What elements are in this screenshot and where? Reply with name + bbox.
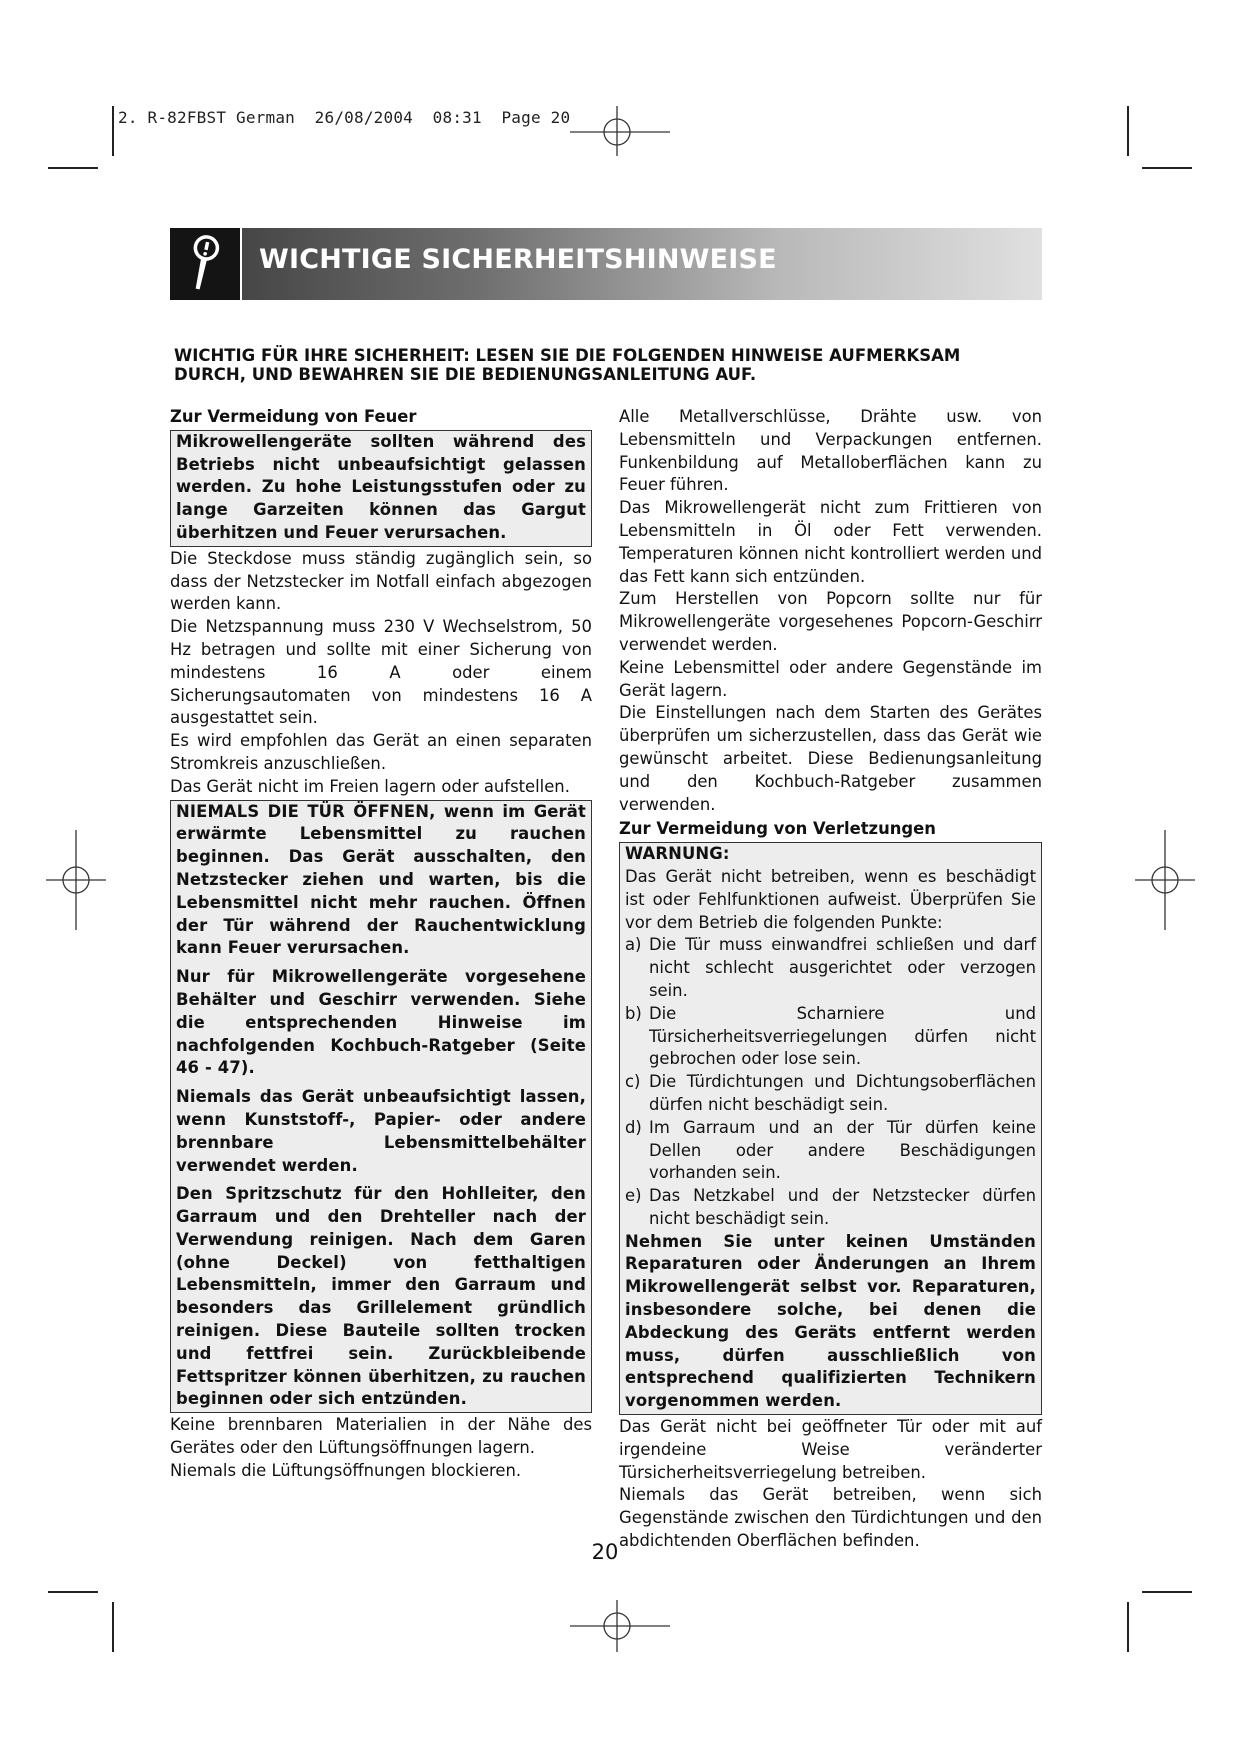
list-item <box>625 934 1036 1002</box>
list-item <box>625 1003 1036 1071</box>
registration-mark-icon <box>570 106 670 156</box>
crop-mark <box>112 106 114 156</box>
crop-mark <box>48 1591 98 1593</box>
paragraph: Das Gerät nicht bei geöffneter Tür oder mit auf irgendeine Weise veränderter Türsicherheitsverriegelung betreiben. <box>619 1417 1042 1482</box>
paragraph: Niemals das Gerät betreiben, wenn sich Gegenstände zwischen den Türdichtungen und den abdichtenden Oberflächen befinden. <box>619 1485 1042 1551</box>
registration-mark-icon <box>570 1600 670 1652</box>
right-column <box>619 406 1042 1553</box>
paragraph: Das Gerät nicht im Freien lagern oder aufstellen. <box>170 776 570 796</box>
crop-mark <box>1127 1602 1129 1652</box>
registration-mark-icon <box>1135 830 1195 930</box>
paragraph: Die Netzspannung muss 230 V Wechselstrom, 50 Hz betragen und sollte mit einer Sicherung von mindestens 16 A oder einem Sicherungsautomaten von mindestens 16 A ausgestattet sein. <box>170 617 592 728</box>
list-item <box>625 1117 1036 1185</box>
section-heading-fire: Zur Vermeidung von Feuer <box>170 407 417 426</box>
crop-mark <box>112 1602 114 1652</box>
list-text: Die Scharniere und Türsicherheitsverriegelungen dürfen nicht gebrochen oder lose sein. <box>649 1003 1036 1069</box>
list-item <box>625 1071 1036 1117</box>
warning-repair-text: Nehmen Sie unter keinen Umständen Reparaturen oder Änderungen an Ihrem Mikrowellengerät selbst vor. Reparaturen, insbesondere solche, bei denen die Abdeckung des Geräts entfernt werden muss, dürfen ausschließlich von entsprechend qualifizierten Technikern vorgenommen werden. <box>625 1231 1036 1411</box>
paragraph: Das Mikrowellengerät nicht zum Frittieren von Lebensmitteln in Öl oder Fett verwenden. Temperaturen können nicht kontrolliert werden und das Fett kann sich entzünden. <box>619 498 1042 586</box>
list-text: Das Netzkabel und der Netzstecker dürfen nicht beschädigt sein. <box>649 1186 1036 1228</box>
list-label: e) <box>625 1186 642 1206</box>
list-label: d) <box>625 1117 642 1137</box>
list-item <box>625 1185 1036 1231</box>
notice-box-fire <box>170 430 592 547</box>
crop-mark <box>1142 1591 1192 1593</box>
notice-text: NIEMALS DIE TÜR ÖFFNEN, wenn im Gerät erwärmte Lebensmittel zu rauchen beginnen. Das Gerät ausschalten, den Netzstecker ziehen und warten, bis die Lebensmittel nicht mehr rauchen. Öffnen der Tür während der Rauchentwicklung kann Feuer verursachen. <box>176 801 586 958</box>
section-header <box>170 228 1042 300</box>
crop-mark <box>1142 167 1192 169</box>
notice-text: Den Spritzschutz für den Hohlleiter, den Garraum und den Drehteller nach der Verwendung reinigen. Nach dem Garen (ohne Deckel) von fetthaltigen Lebensmitteln, immer den Garraum und besonders das Grillelement gründlich reinigen. Diese Bauteile sollten trocken und fettfrei sein. Zurückbleibende Fettspritzer können überhitzen, zu rauchen beginnen oder sich entzünden. <box>176 1184 586 1409</box>
intro-warning: WICHTIG FÜR IHRE SICHERHEIT: LESEN SIE DIE FOLGENDEN HINWEISE AUFMERKSAM DURCH, UND BEWAHREN SIE DIE BEDIENUNGSANLEITUNG AUF. <box>174 346 961 384</box>
paragraph: Keine Lebensmittel oder andere Gegenstände im Gerät lagern. <box>619 657 1042 700</box>
warning-checklist <box>625 934 1036 1230</box>
exclamation-pen-icon <box>170 228 242 300</box>
paragraph: Niemals die Lüftungsöffnungen blockieren. <box>170 1460 522 1480</box>
registration-mark-icon <box>46 830 106 930</box>
warning-text: Das Gerät nicht betreiben, wenn es beschädigt ist oder Fehlfunktionen aufweist. Überprüfen Sie vor dem Betrieb die folgenden Punkte: <box>625 866 1036 932</box>
paragraph: Die Steckdose muss ständig zugänglich sein, so dass der Netzstecker im Notfall einfach abgezogen werden kann. <box>170 548 592 614</box>
paragraph: Keine brennbaren Materialien in der Nähe des Gerätes oder den Lüftungsöffnungen lagern. <box>170 1415 592 1458</box>
notice-text: Mikrowellengeräte sollten während des Betriebs nicht unbeaufsichtigt gelassen werden. Zu hohe Leistungsstufen oder zu lange Garzeiten können das Gargut überhitzen und Feuer verursachen. <box>176 431 586 542</box>
paragraph: Zum Herstellen von Popcorn sollte nur für Mikrowellengeräte vorgesehenes Popcorn-Geschirr verwendet werden. <box>619 589 1042 654</box>
section-heading-injury: Zur Vermeidung von Verletzungen <box>619 819 936 839</box>
list-text: Die Türdichtungen und Dichtungsoberflächen dürfen nicht beschädigt sein. <box>649 1072 1036 1114</box>
list-text: Im Garraum und an der Tür dürfen keine Dellen oder andere Beschädigungen vorhanden sein. <box>649 1117 1036 1183</box>
page-number: 20 <box>591 1540 619 1564</box>
list-label: b) <box>625 1003 642 1023</box>
paragraph: Die Einstellungen nach dem Starten des Gerätes überprüfen um sicherzustellen, dass das Gerät wie gewünscht arbeitet. Diese Bedienungsanleitung und den Kochbuch-Ratgeber zusammen verwenden. <box>619 703 1042 814</box>
list-text: Die Tür muss einwandfrei schließen und darf nicht schlecht ausgerichtet oder verzogen sein. <box>649 935 1036 1000</box>
warning-title: WARNUNG: <box>625 844 730 864</box>
left-column <box>170 406 592 1483</box>
paragraph: Alle Metallverschlüsse, Drähte usw. von Lebensmitteln und Verpackungen entfernen. Funkenbildung auf Metalloberflächen kann zu Feuer führen. <box>619 407 1042 495</box>
crop-mark <box>1127 106 1129 156</box>
notice-text: Nur für Mikrowellengeräte vorgesehene Behälter und Geschirr verwenden. Siehe die entsprechenden Hinweise im nachfolgenden Kochbuch-Ratgeber (Seite 46 - 47). <box>176 967 586 1078</box>
print-slug-line: 2. R-82FBST German 26/08/2004 08:31 Page 20 <box>118 108 571 127</box>
paragraph: Es wird empfohlen das Gerät an einen separaten Stromkreis anzuschließen. <box>170 731 592 773</box>
notice-text: Niemals das Gerät unbeaufsichtigt lassen, wenn Kunststoff-, Papier- oder andere brennbare Lebensmittelbehälter verwendet werden. <box>176 1087 586 1175</box>
list-label: a) <box>625 935 642 955</box>
warning-box <box>619 842 1042 1415</box>
crop-mark <box>48 167 98 169</box>
list-label: c) <box>625 1072 641 1092</box>
notice-box-door <box>170 800 592 1414</box>
page-title: WICHTIGE SICHERHEITSHINWEISE <box>259 244 777 275</box>
